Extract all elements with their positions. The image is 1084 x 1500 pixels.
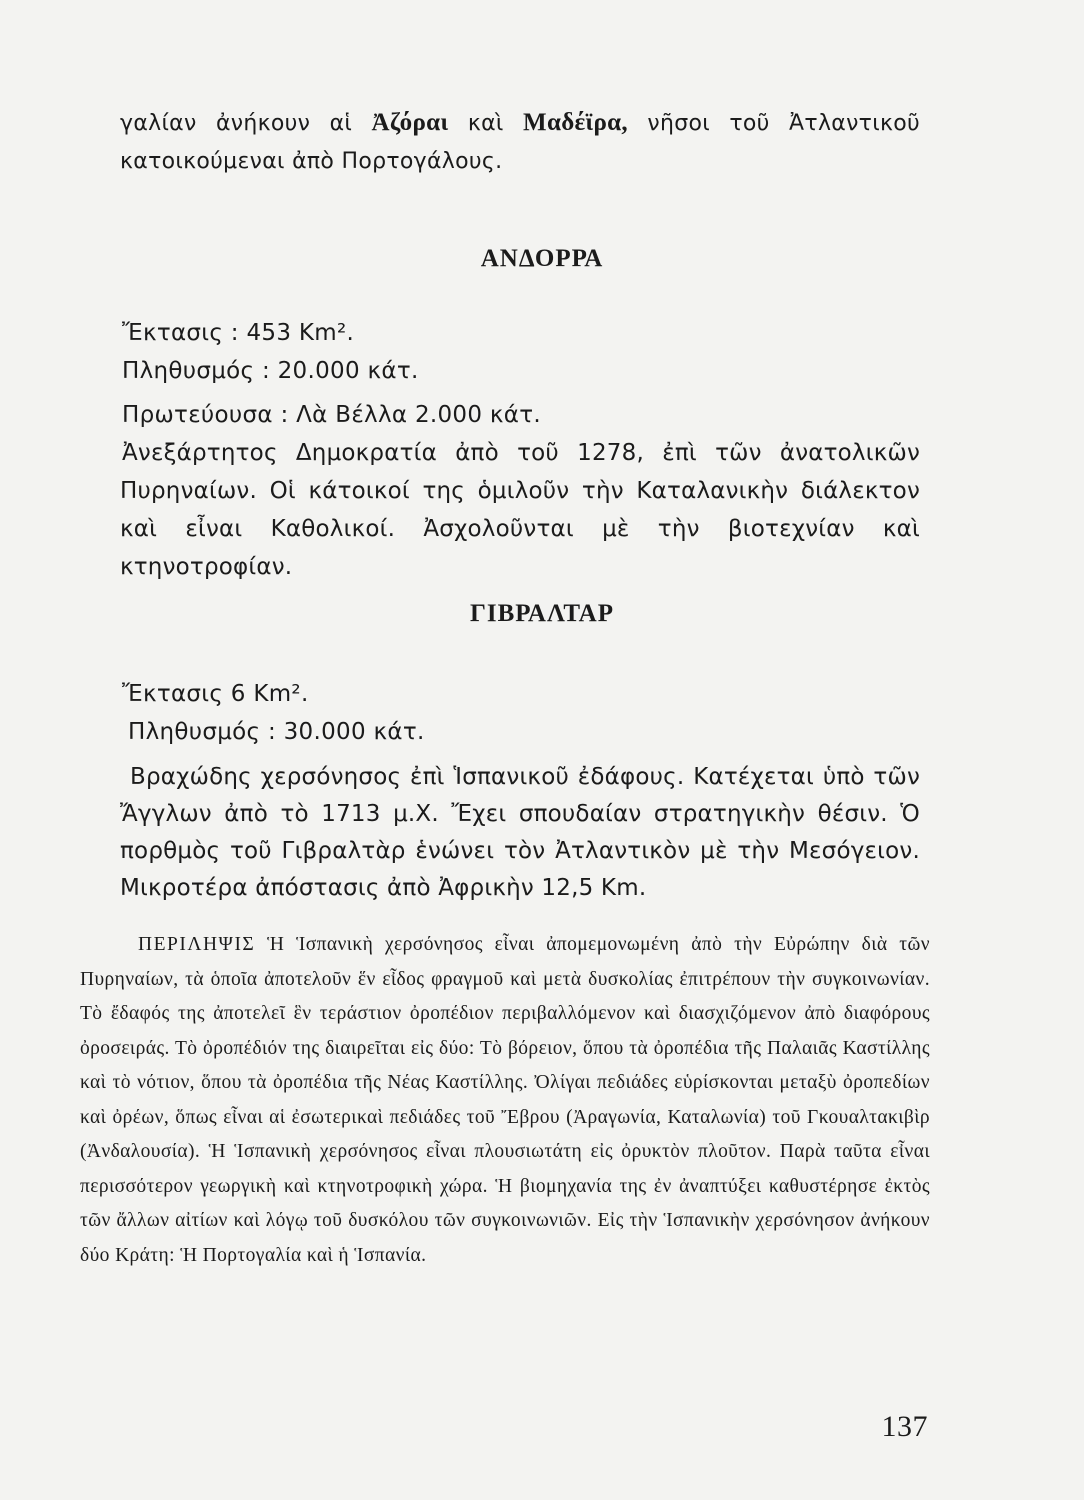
azores-term: Ἀζόραι bbox=[371, 109, 449, 136]
gibraltar-population: Πληθυσμός : 30.000 κάτ. bbox=[128, 719, 425, 745]
summary-label: ΠΕΡΙΛΗΨΙΣ bbox=[138, 934, 256, 955]
summary-text: Ἡ Ἱσπανικὴ χερσόνησος εἶναι ἀπομεμονωμένη ἀπὸ τὴν Εὐρώπην διὰ τῶν Πυρηναίων, τὰ ὁποῖα ἀποτελοῦν ἕν εἶδος φραγμοῦ καὶ μετὰ δυσκολίας ἐπιτρέπουν τὴν συγκοινωνίαν. Τὸ ἔδαφός της ἀποτελεῖ ἓν τεράστιον ὀροπέδιον περιβαλλόμενον καὶ διασχιζόμενον ἀπὸ διαφόρους ὀροσειράς. Τὸ ὀροπέδιόν της διαιρεῖται εἰς δύο: Τὸ βόρειον, ὅπου τὰ ὀροπέδια τῆς Παλαιᾶς Καστίλλης καὶ τὸ νότιον, ὅπου τὰ ὀροπέδια τῆς Νέας Καστίλλης. Ὀλίγαι πεδιάδες εὑρίσκονται μεταξὺ ὀροπεδίων καὶ ὀρέων, ὅπως εἶναι αἱ ἐσωτερικαὶ πεδιάδες τοῦ Ἔβρου (Ἀραγωνία, Καταλωνία) τοῦ Γκουαλτακιβὶρ (Ἀνδαλουσία). Ἡ Ἱσπανικὴ χερσόνησος εἶναι πλουσιωτάτη εἰς ὀρυκτὸν πλοῦτον. Παρὰ ταῦτα εἶναι περισσότερον γεωργικὴ καὶ κτηνοτροφικὴ χώρα. Ἡ βιομηχανία της ἐν ἀναπτύξει καθυστέρησε ἐκτὸς τῶν ἄλλων αἰτίων καὶ λόγῳ τοῦ δυσκόλου τῶν συγκοινωνιῶν. Εἰς τὴν Ἱσπανικὴν χερσόνησον ἀνήκουν δύο Κράτη: Ἡ Πορτογαλία καὶ ἡ Ἱσπανία. bbox=[80, 934, 930, 1266]
gibraltar-heading: ΓΙΒΡΑΛΤΑΡ bbox=[469, 600, 615, 627]
intro-text-after: νῆσοι τοῦ Ἀτλαντικοῦ κατοικούμεναι ἀπὸ Πορτογάλους. bbox=[120, 111, 921, 174]
gibraltar-area: Ἔκτασις 6 Km². bbox=[122, 681, 309, 707]
gibraltar-section bbox=[120, 675, 920, 907]
andorra-heading: ΑΝΔΟΡΡΑ bbox=[480, 245, 604, 272]
andorra-population: Πληθυσμός : 20.000 κάτ. bbox=[122, 358, 419, 384]
intro-text-and: καὶ bbox=[448, 111, 524, 136]
gibraltar-description: Βραχώδης χερσόνησος ἐπὶ Ἱσπανικοῦ ἐδάφους. Κατέχεται ὑπὸ τῶν Ἄγγλων ἀπὸ τὸ 1713 μ.Χ. Ἔχει σπουδαίαν στρατηγικὴν θέσιν. Ὁ πορθμὸς τοῦ Γιβραλτὰρ ἑνώνει τὸν Ἀτλαντικὸν μὲ τὴν Μεσόγειον. Μικροτέρα ἀπόστασις ἀπὸ Ἀφρικὴν 12,5 Km. bbox=[120, 764, 920, 901]
page-number: 137 bbox=[881, 1410, 928, 1443]
summary-paragraph bbox=[80, 928, 930, 1273]
andorra-area: Ἔκτασις : 453 Km². bbox=[122, 320, 355, 346]
andorra-description: Ἀνεξάρτητος Δημοκρατία ἀπὸ τοῦ 1278, ἐπὶ τῶν ἀνατολικῶν Πυρηναίων. Οἱ κάτοικοί της ὁμιλοῦν τὴν Καταλανικὴν διάλεκτον καὶ εἶναι Καθολικοί. Ἀσχολοῦνται μὲ τὴν βιοτεχνίαν καὶ κτηνοτροφίαν. bbox=[120, 440, 920, 580]
andorra-capital: Πρωτεύουσα : Λὰ Βέλλα 2.000 κάτ. bbox=[122, 402, 541, 428]
intro-text-before: γαλίαν ἀνήκουν αἱ bbox=[120, 111, 372, 136]
intro-paragraph bbox=[120, 104, 920, 181]
andorra-section bbox=[120, 314, 920, 586]
madeira-term: Μαδέϊρα, bbox=[523, 109, 628, 136]
